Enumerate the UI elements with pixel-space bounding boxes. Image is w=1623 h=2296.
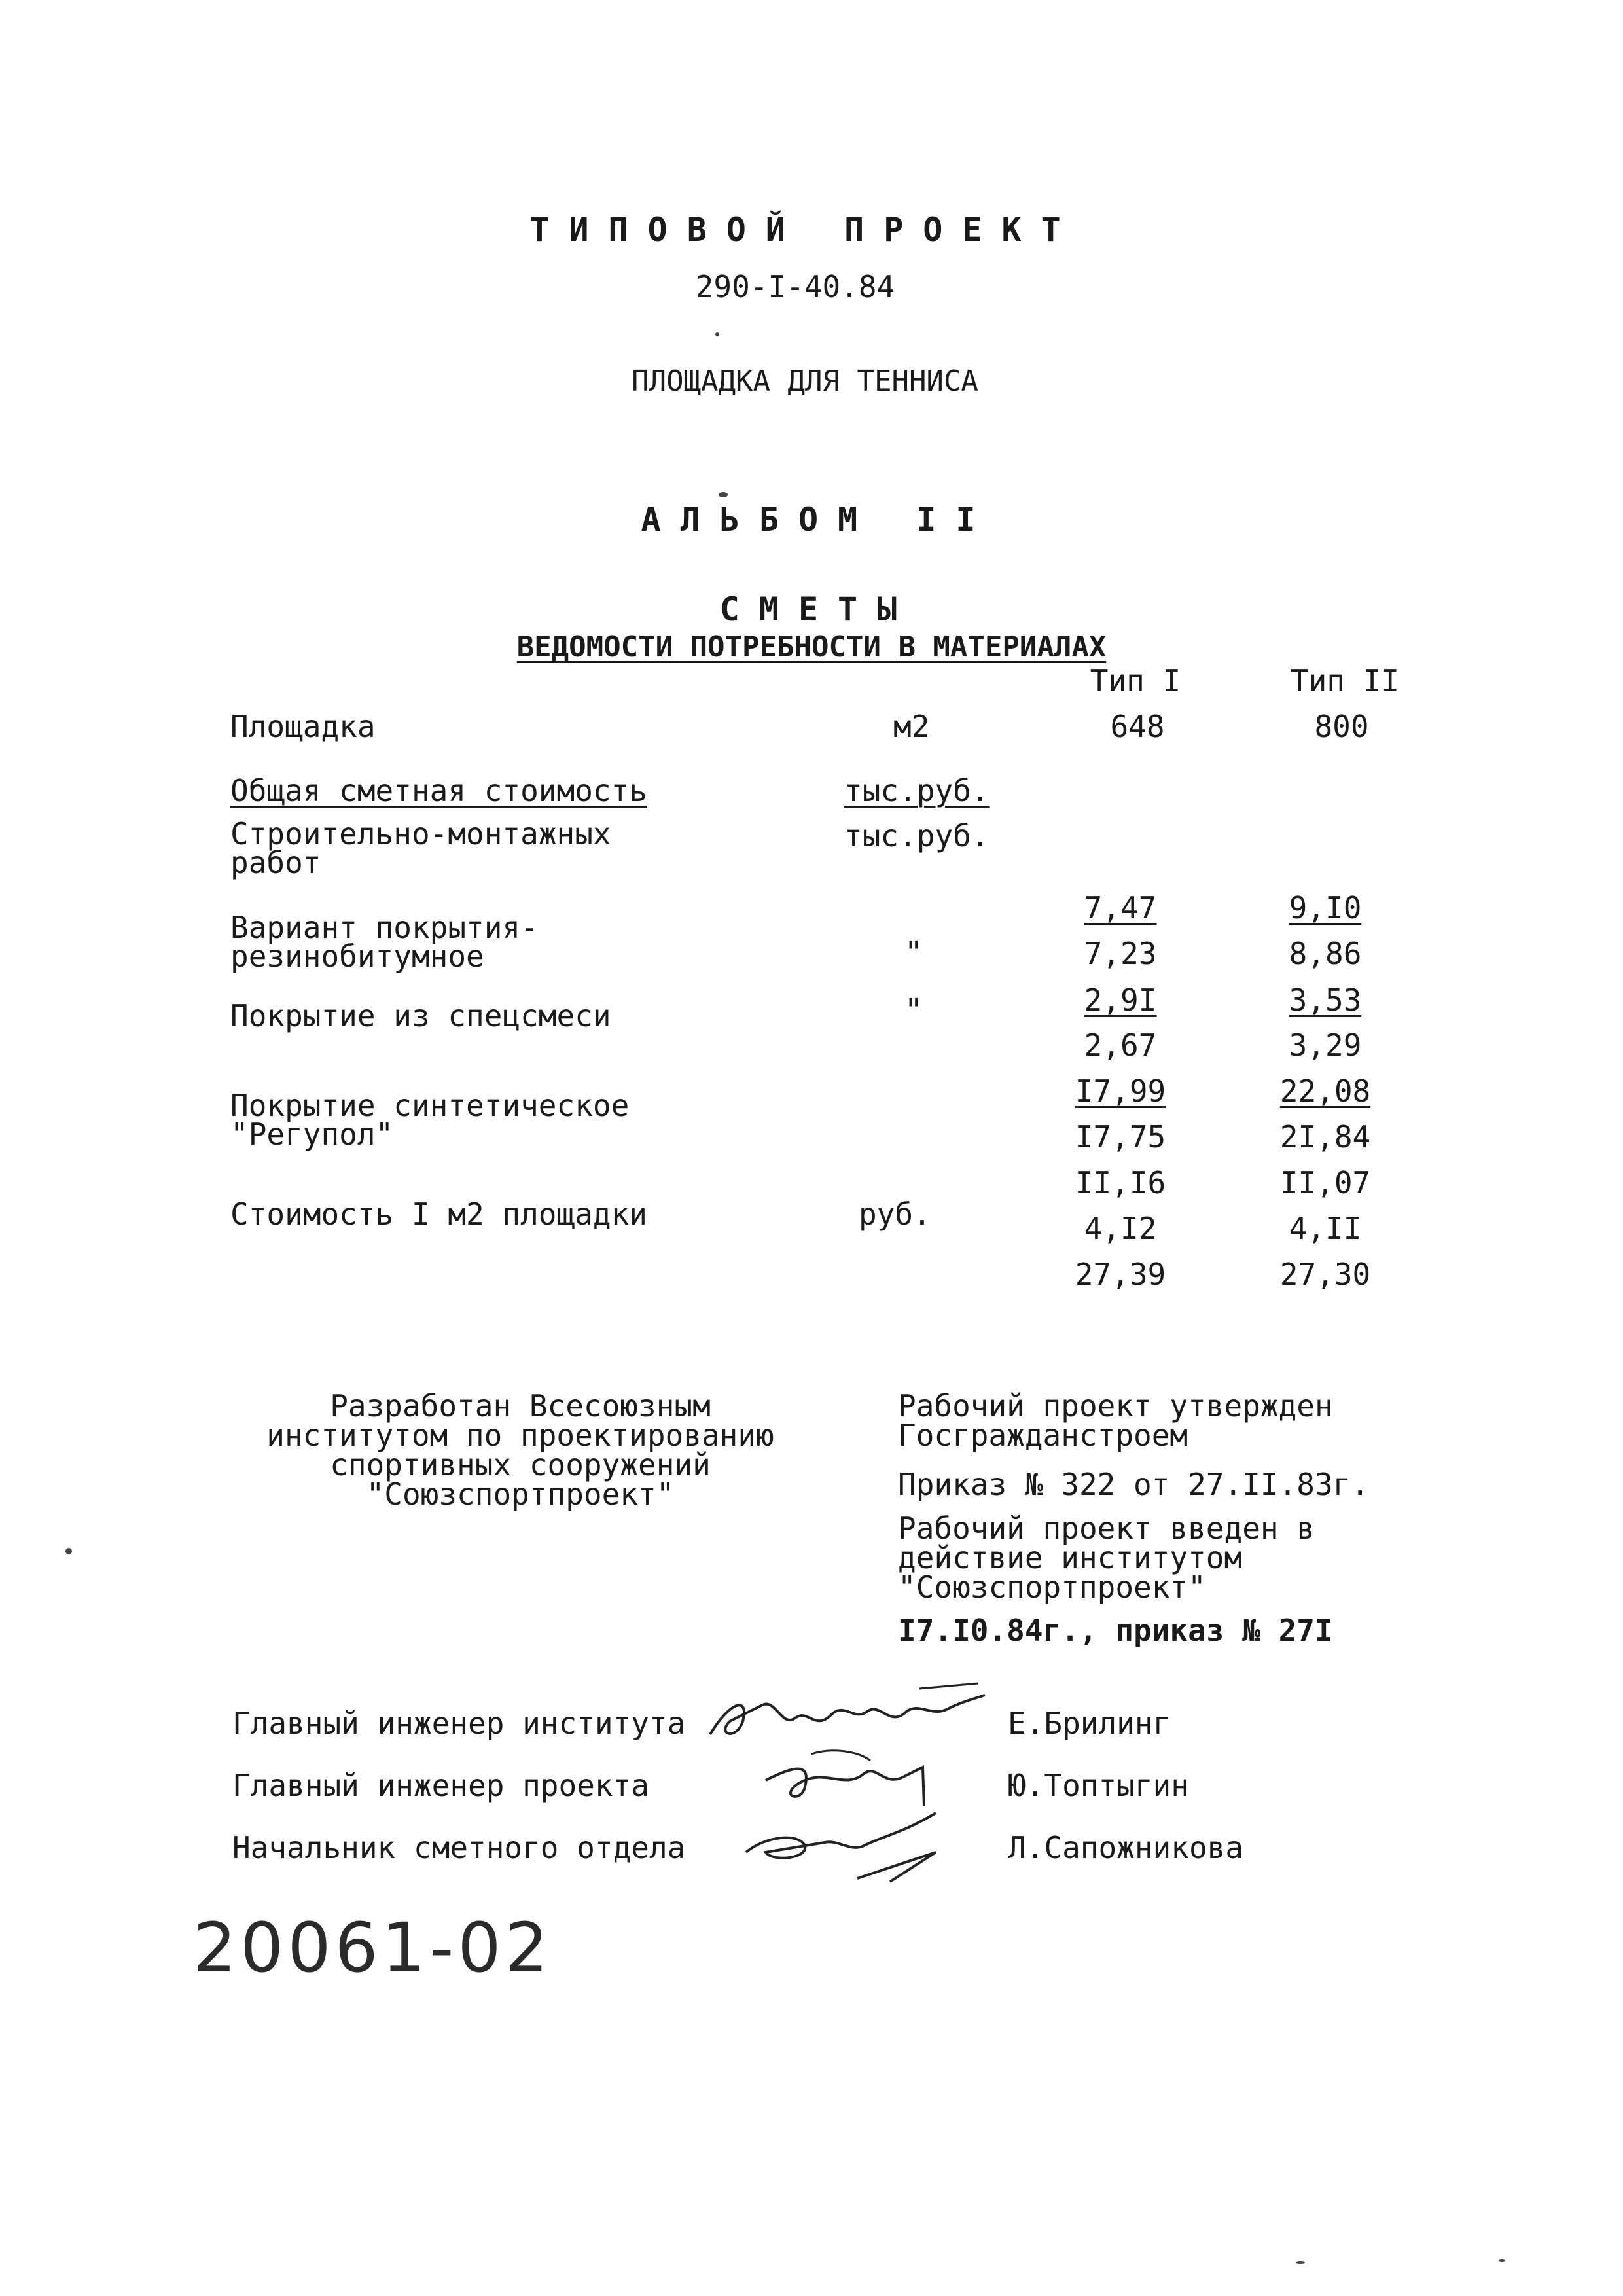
project-number: 290-I-40.84 xyxy=(695,269,895,304)
column-header-type-2: Тип II xyxy=(1290,663,1400,698)
row-unit-rubber-bitumen: " xyxy=(904,935,923,970)
synthetic-type-1-bottom: I7,75 xyxy=(1075,1119,1166,1155)
object-name: ПЛОЩАДКА ДЛЯ ТЕННИСА xyxy=(632,365,978,398)
rubber-bitumen-type-2-top: 9,I0 xyxy=(1289,890,1362,925)
special-mix-type-2-bottom: 3,29 xyxy=(1289,1028,1362,1063)
row-label-synthetic: Покрытие синтетическое "Регупол" xyxy=(230,1088,630,1152)
album-heading: АЛЬБОМ II xyxy=(641,501,995,539)
approval-order: Приказ № 322 от 27.II.83г. xyxy=(898,1467,1370,1502)
section-heading: СМЕТЫ xyxy=(719,590,917,628)
row-label-total-cost: Общая сметная стоимость xyxy=(230,773,647,808)
scan-speck xyxy=(719,492,728,497)
developer-block: Разработан Всесоюзным институтом по проектированию спортивных сооружений "Союзспортпроект" xyxy=(266,1388,774,1512)
enactment-text: Рабочий проект введен в действие институтом "Союзспортпроект" xyxy=(898,1511,1315,1605)
row-label-rubber-bitumen: Вариант покрытия- резинобитумное xyxy=(230,910,539,974)
row-label-cost-per-m2: Стоимость I м2 площадки xyxy=(230,1196,647,1232)
approval-text: Рабочий проект утвержден Госгражданстроем xyxy=(898,1388,1333,1453)
row-unit-cost-per-m2: руб. xyxy=(859,1196,931,1232)
area-type-1: 648 xyxy=(1110,709,1165,744)
signature-role-chief-engineer-project: Главный инженер проекта xyxy=(232,1768,649,1803)
doc-type-heading: ТИПОВОЙ ПРОЕКТ xyxy=(529,211,1080,249)
signature-role-head-estimates: Начальник сметного отдела xyxy=(232,1830,686,1865)
row-unit-construction: тыс.руб. xyxy=(844,818,990,853)
cost-per-m2-type-2-line-2: 4,II xyxy=(1289,1211,1362,1246)
rubber-bitumen-type-1-top: 7,47 xyxy=(1084,890,1157,925)
synthetic-type-1-top: I7,99 xyxy=(1075,1073,1166,1109)
column-header-type-1: Тип I xyxy=(1090,663,1181,698)
synthetic-type-2-top: 22,08 xyxy=(1279,1073,1371,1109)
signature-role-chief-engineer-institute: Главный инженер института xyxy=(232,1706,686,1741)
cost-per-m2-type-2-line-3: 27,30 xyxy=(1279,1257,1371,1292)
rubber-bitumen-type-2-bottom: 8,86 xyxy=(1289,936,1362,971)
scan-speck xyxy=(1499,2259,1505,2262)
row-label-construction: Строительно-монтажных работ xyxy=(230,816,611,880)
row-label-special-mix: Покрытие из спецсмеси xyxy=(230,998,611,1033)
row-unit-total-cost: тыс.руб. xyxy=(844,773,990,808)
cost-per-m2-type-1-line-2: 4,I2 xyxy=(1084,1211,1157,1246)
area-type-2: 800 xyxy=(1314,709,1369,744)
scan-speck xyxy=(65,1548,72,1554)
cost-per-m2-type-2-line-1: II,07 xyxy=(1279,1165,1371,1200)
signature-name-sapozhnikova: Л.Сапожникова xyxy=(1008,1830,1244,1865)
rubber-bitumen-type-1-bottom: 7,23 xyxy=(1084,936,1157,971)
cost-per-m2-type-1-line-1: II,I6 xyxy=(1075,1165,1166,1200)
row-unit-area: м2 xyxy=(893,709,930,744)
cost-per-m2-type-1-line-3: 27,39 xyxy=(1075,1257,1166,1292)
special-mix-type-2-top: 3,53 xyxy=(1289,982,1362,1018)
scan-speck xyxy=(1296,2261,1305,2264)
signature-name-toptygin: Ю.Топтыгин xyxy=(1008,1768,1189,1803)
archive-code: 20061-02 xyxy=(193,1908,552,1988)
row-unit-special-mix: " xyxy=(904,992,923,1028)
synthetic-type-2-bottom: 2I,84 xyxy=(1279,1119,1371,1155)
signature-name-briling: Е.Брилинг xyxy=(1008,1706,1171,1741)
handwritten-signature-3 xyxy=(726,1806,962,1892)
special-mix-type-1-bottom: 2,67 xyxy=(1084,1028,1157,1063)
special-mix-type-1-top: 2,9I xyxy=(1084,982,1157,1018)
enactment-order: I7.I0.84г., приказ № 27I xyxy=(898,1613,1333,1648)
subsection-heading: ВЕДОМОСТИ ПОТРЕБНОСТИ В МАТЕРИАЛАХ xyxy=(516,630,1107,664)
scan-speck xyxy=(715,332,719,336)
row-label-area: Площадка xyxy=(230,709,376,744)
handwritten-signature-2 xyxy=(753,1741,962,1813)
